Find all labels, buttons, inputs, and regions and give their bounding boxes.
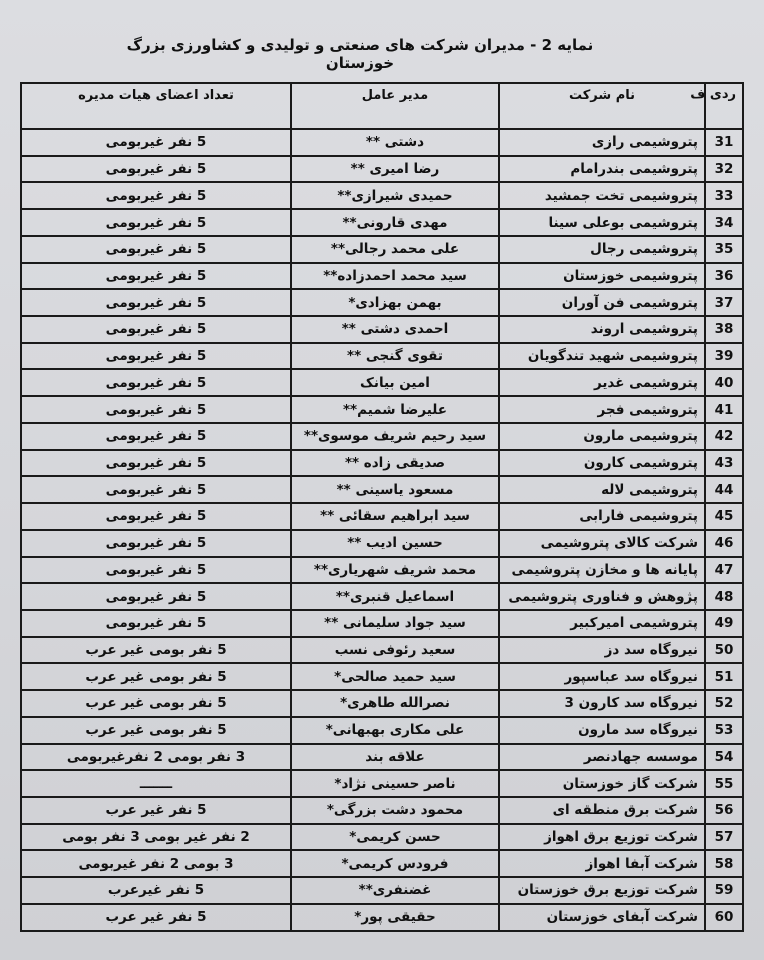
row-number: 31 (705, 129, 743, 156)
manager-name: ناصر حسینی نژاد* (291, 770, 499, 797)
manager-name: دشتی ** (291, 129, 499, 156)
table-body (21, 129, 743, 931)
row-number: 49 (705, 610, 743, 637)
board-composition: 5 نفر غیرعرب (21, 877, 291, 904)
table-row (21, 503, 743, 530)
manager-name: مهدی قارونی** (291, 209, 499, 236)
row-number: 55 (705, 770, 743, 797)
board-composition: 5 نفر غیربومی (21, 583, 291, 610)
managers-table (20, 82, 744, 932)
table-row (21, 904, 743, 931)
manager-name: محمد شریف شهریاری** (291, 557, 499, 584)
row-number: 39 (705, 343, 743, 370)
table-row (21, 744, 743, 771)
company-name: شرکت توزیع برق اهواز (499, 824, 705, 851)
company-name: پتروشیمی تخت جمشید (499, 182, 705, 209)
company-name: پتروشیمی امیرکبیر (499, 610, 705, 637)
board-composition: 5 نفر غیربومی (21, 423, 291, 450)
manager-name: علاقه بند (291, 744, 499, 771)
company-name: پتروشیمی رازی (499, 129, 705, 156)
company-name: شرکت برق منطقه ای (499, 797, 705, 824)
board-composition: 5 نفر غیربومی (21, 530, 291, 557)
row-number: 35 (705, 236, 743, 263)
table-row (21, 396, 743, 423)
company-name: موسسه جهادنصر (499, 744, 705, 771)
table-row (21, 690, 743, 717)
row-number: 36 (705, 263, 743, 290)
company-name: پتروشیمی فن آوران (499, 289, 705, 316)
company-name: پتروشیمی فارابی (499, 503, 705, 530)
table-row (21, 610, 743, 637)
board-composition: 5 نفر غیربومی (21, 316, 291, 343)
manager-name: حقیقی پور* (291, 904, 499, 931)
company-name: پتروشیمی اروند (499, 316, 705, 343)
company-name: شرکت توزیع برق خوزستان (499, 877, 705, 904)
company-name: شرکت آبفا اهواز (499, 850, 705, 877)
row-number: 46 (705, 530, 743, 557)
manager-name: تقوی گنجی ** (291, 343, 499, 370)
row-number: 50 (705, 637, 743, 664)
board-composition: 5 نفر غیربومی (21, 156, 291, 183)
board-composition: 5 نفر بومی غیر عرب (21, 637, 291, 664)
manager-name: رضا امیری ** (291, 156, 499, 183)
row-number: 42 (705, 423, 743, 450)
table-row (21, 824, 743, 851)
company-name: پتروشیمی غدیر (499, 369, 705, 396)
board-composition: 3 نفر بومی 2 نفرغیربومی (21, 744, 291, 771)
manager-name: بهمن بهزادی* (291, 289, 499, 316)
company-name: پتروشیمی بندرامام (499, 156, 705, 183)
header-row-number: ردی ف (705, 83, 743, 129)
row-number: 60 (705, 904, 743, 931)
row-number: 43 (705, 450, 743, 477)
header-company: نام شرکت (499, 83, 705, 129)
board-composition: 5 نفر بومی غیر عرب (21, 717, 291, 744)
board-composition: 5 نفر غیربومی (21, 396, 291, 423)
board-composition: 5 نفر غیربومی (21, 263, 291, 290)
table-row (21, 423, 743, 450)
manager-name: نصرالله طاهری* (291, 690, 499, 717)
board-composition: 5 نفر غیربومی (21, 209, 291, 236)
board-composition: 5 نفر غیربومی (21, 557, 291, 584)
table-row (21, 850, 743, 877)
table-row (21, 637, 743, 664)
company-name: پژوهش و فناوری پتروشیمی (499, 583, 705, 610)
table-row (21, 797, 743, 824)
row-number: 33 (705, 182, 743, 209)
manager-name: علی مکاری بهبهانی* (291, 717, 499, 744)
row-number: 56 (705, 797, 743, 824)
company-name: پتروشیمی مارون (499, 423, 705, 450)
row-number: 41 (705, 396, 743, 423)
manager-name: اسماعیل قنبری** (291, 583, 499, 610)
board-composition: 5 نفر بومی غیر عرب (21, 663, 291, 690)
board-composition: 5 نفر غیربومی (21, 289, 291, 316)
table-row (21, 343, 743, 370)
company-name: پتروشیمی خوزستان (499, 263, 705, 290)
board-composition: 5 نفر غیربومی (21, 610, 291, 637)
table-row (21, 663, 743, 690)
company-name: پایانه ها و مخازن پتروشیمی (499, 557, 705, 584)
row-number: 52 (705, 690, 743, 717)
row-number: 59 (705, 877, 743, 904)
table-header-row (21, 83, 743, 129)
company-name: پتروشیمی فجر (499, 396, 705, 423)
board-composition: 5 نفر غیربومی (21, 369, 291, 396)
board-composition: ـــــــ (21, 770, 291, 797)
board-composition: 3 بومی 2 نفر غیربومی (21, 850, 291, 877)
row-number: 37 (705, 289, 743, 316)
row-number: 47 (705, 557, 743, 584)
table-row (21, 316, 743, 343)
table-row (21, 557, 743, 584)
company-name: پتروشیمی بوعلی سینا (499, 209, 705, 236)
row-number: 48 (705, 583, 743, 610)
manager-name: صدیقی زاده ** (291, 450, 499, 477)
table-row (21, 289, 743, 316)
company-name: نیروگاه سد کارون 3 (499, 690, 705, 717)
row-number: 38 (705, 316, 743, 343)
table-row (21, 156, 743, 183)
manager-name: سعید رئوفی نسب (291, 637, 499, 664)
board-composition: 5 نفر غیربومی (21, 129, 291, 156)
row-number: 32 (705, 156, 743, 183)
manager-name: غضنفری** (291, 877, 499, 904)
company-name: نیروگاه سد مارون (499, 717, 705, 744)
row-number: 34 (705, 209, 743, 236)
manager-name: سید حمید صالحی* (291, 663, 499, 690)
company-name: نیروگاه سد دز (499, 637, 705, 664)
company-name: پتروشیمی لاله (499, 476, 705, 503)
company-name: پتروشیمی رجال (499, 236, 705, 263)
table-row (21, 369, 743, 396)
table-row (21, 129, 743, 156)
company-name: پتروشیمی کارون (499, 450, 705, 477)
company-name: شرکت کالای پتروشیمی (499, 530, 705, 557)
table-row (21, 530, 743, 557)
board-composition: 5 نفر غیر عرب (21, 904, 291, 931)
board-composition: 5 نفر غیربومی (21, 450, 291, 477)
row-number: 57 (705, 824, 743, 851)
row-number: 40 (705, 369, 743, 396)
table-row (21, 450, 743, 477)
manager-name: احمدی دشتی ** (291, 316, 499, 343)
row-number: 51 (705, 663, 743, 690)
manager-name: سید جواد سلیمانی ** (291, 610, 499, 637)
manager-name: سید ابراهیم سقائی ** (291, 503, 499, 530)
board-composition: 5 نفر غیربومی (21, 343, 291, 370)
table-row (21, 263, 743, 290)
board-composition: 5 نفر غیربومی (21, 476, 291, 503)
header-board: تعداد اعضای هیات مدیره (21, 83, 291, 129)
row-number: 53 (705, 717, 743, 744)
row-number: 54 (705, 744, 743, 771)
board-composition: 5 نفر غیربومی (21, 503, 291, 530)
manager-name: مسعود یاسینی ** (291, 476, 499, 503)
document-title: نمایه 2 - مدیران شرکت های صنعتی و تولیدی و کشاورزی بزرگ خوزستان (126, 36, 594, 72)
board-composition: 5 نفر غیربومی (21, 182, 291, 209)
table-row (21, 476, 743, 503)
manager-name: علیرضا شمیم** (291, 396, 499, 423)
manager-name: محمود دشت بزرگی* (291, 797, 499, 824)
manager-name: سید رحیم شریف موسوی** (291, 423, 499, 450)
manager-name: حسین ادیب ** (291, 530, 499, 557)
header-manager: مدیر عامل (291, 83, 499, 129)
table-row (21, 877, 743, 904)
board-composition: 5 نفر غیربومی (21, 236, 291, 263)
table-row (21, 717, 743, 744)
board-composition: 5 نفر غیر عرب (21, 797, 291, 824)
row-number: 58 (705, 850, 743, 877)
company-name: نیروگاه سد عباسپور (499, 663, 705, 690)
manager-name: فرودس کریمی* (291, 850, 499, 877)
row-number: 44 (705, 476, 743, 503)
table-row (21, 236, 743, 263)
table-row (21, 209, 743, 236)
manager-name: حسن کریمی* (291, 824, 499, 851)
board-composition: 2 نفر غیر بومی 3 نفر بومی (21, 824, 291, 851)
board-composition: 5 نفر بومی غیر عرب (21, 690, 291, 717)
company-name: پتروشیمی شهید تندگویان (499, 343, 705, 370)
table-row (21, 583, 743, 610)
company-name: شرکت آبفای خوزستان (499, 904, 705, 931)
manager-name: امین بیانک (291, 369, 499, 396)
table-row (21, 182, 743, 209)
manager-name: حمیدی شیرازی** (291, 182, 499, 209)
manager-name: سید محمد احمدزاده** (291, 263, 499, 290)
manager-name: علی محمد رجالی** (291, 236, 499, 263)
row-number: 45 (705, 503, 743, 530)
table-row (21, 770, 743, 797)
company-name: شرکت گاز خوزستان (499, 770, 705, 797)
